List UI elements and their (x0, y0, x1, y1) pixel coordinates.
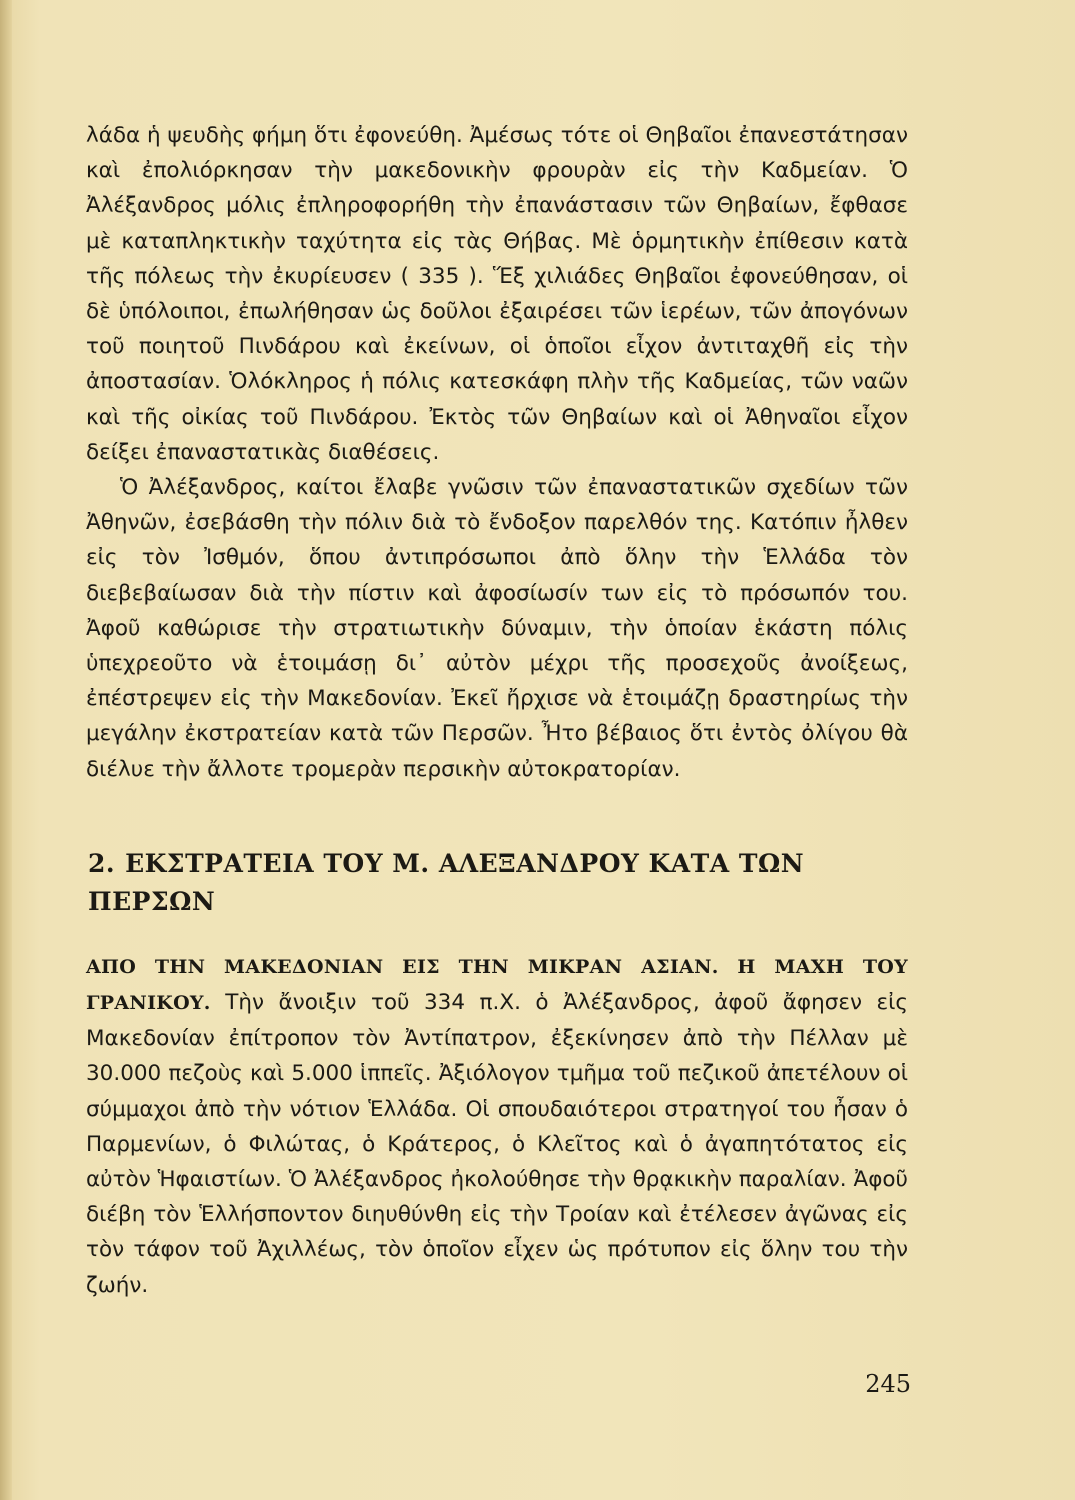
subsection-title: ΑΠΟ ΤΗΝ ΜΑΚΕΔΟΝΙΑΝ ΕΙΣ ΤΗΝ ΜΙΚΡΑΝ ΑΣΙΑΝ. Η ΜΑΧΗ ΤΟΥ ΓΡΑΝΙΚΟΥ. (86, 955, 908, 1015)
section-number: 2. (88, 848, 116, 878)
page-content (86, 118, 908, 1303)
section-title: ΕΚΣΤΡΑΤΕΙΑ ΤΟΥ Μ. ΑΛΕΞΑΝΔΡΟΥ ΚΑΤΑ ΤΩΝ ΠΕΡΣΩΝ (88, 848, 805, 916)
page-number: 245 (865, 1370, 911, 1398)
page-edge (0, 0, 12, 1500)
subsection-text: Τὴν ἄνοιξιν τοῦ 334 π.Χ. ὁ Ἀλέξανδρος, ἀφοῦ ἄφησεν εἰς Μακεδονίαν ἐπίτροπον τὸν Ἀντίπατρον, ἐξεκίνησεν ἀπὸ τὴν Πέλλαν μὲ 30.000 πεζοὺς καὶ 5.000 ἱππεῖς. Ἀξιόλογον τμῆμα τοῦ πεζικοῦ ἀπετέλουν οἱ σύμμαχοι ἀπὸ τὴν νότιον Ἑλλάδα. Οἱ σπουδαιότεροι στρατηγοί του ἦσαν ὁ Παρμενίων, ὁ Φιλώτας, ὁ Κράτερος, ὁ Κλεῖτος καὶ ὁ ἀγαπητότατος εἰς αὐτὸν Ἡφαιστίων. Ὁ Ἀλέξανδρος ἠκολούθησε τὴν θρᾳκικὴν παραλίαν. Ἀφοῦ διέβη τὸν Ἑλλήσποντον διηυθύνθη εἰς τὴν Τροίαν καὶ ἐτέλεσεν ἀγῶνας εἰς τὸν τάφον τοῦ Ἀχιλλέως, τὸν ὁποῖον εἶχεν ὡς πρότυπον εἰς ὅλην του τὴν ζωήν. (86, 990, 908, 1298)
subsection-paragraph (86, 949, 908, 1303)
section-heading (86, 845, 908, 921)
paragraph-alexander-athens: Ὁ Ἀλέξανδρος, καίτοι ἔλαβε γνῶσιν τῶν ἐπαναστατικῶν σχεδίων τῶν Ἀθηνῶν, ἐσεβάσθη τὴν πόλιν διὰ τὸ ἔνδοξον παρελθόν της. Κατόπιν ἦλθεν εἰς τὸν Ἰσθμόν, ὅπου ἀντιπρόσωποι ἀπὸ ὅλην τὴν Ἑλλάδα τὸν διεβεβαίωσαν διὰ τὴν πίστιν καὶ ἀφοσίωσίν των εἰς τὸ πρόσωπόν του. Ἀφοῦ καθώρισε τὴν στρατιωτικὴν δύναμιν, τὴν ὁποίαν ἑκάστη πόλις ὑπεχρεοῦτο νὰ ἑτοιμάσῃ δι᾽ αὐτὸν μέχρι τῆς προσεχοῦς ἀνοίξεως, ἐπέστρεψεν εἰς τὴν Μακεδονίαν. Ἐκεῖ ἤρχισε νὰ ἑτοιμάζῃ δραστηρίως τὴν μεγάλην ἐκστρατείαν κατὰ τῶν Περσῶν. Ἦτο βέβαιος ὅτι ἐντὸς ὀλίγου θὰ διέλυε τὴν ἄλλοτε τρομερὰν περσικὴν αὐτοκρατορίαν. (86, 475, 908, 782)
paragraph-continuation: λάδα ἡ ψευδὴς φήμη ὅτι ἐφονεύθη. Ἀμέσως τότε οἱ Θηβαῖοι ἐπανεστάτησαν καὶ ἐπολιόρκησαν τὴν μακεδονικὴν φρουρὰν εἰς τὴν Καδμείαν. Ὁ Ἀλέξανδρος μόλις ἐπληροφορήθη τὴν ἐπανάστασιν τῶν Θηβαίων, ἔφθασε μὲ καταπληκτικὴν ταχύτητα εἰς τὰς Θήβας. Μὲ ὁρμητικὴν ἐπίθεσιν κατὰ τῆς πόλεως τὴν ἐκυρίευσεν ( 335 ). Ἕξ χιλιάδες Θηβαῖοι ἐφονεύθησαν, οἱ δὲ ὑπόλοιποι, ἐπωλήθησαν ὡς δοῦλοι ἐξαιρέσει τῶν ἱερέων, τῶν ἀπογόνων τοῦ ποιητοῦ Πινδάρου καὶ ἐκείνων, οἱ ὁποῖοι εἶχον ἀντιταχθῆ εἰς τὴν ἀποστασίαν. Ὁλόκληρος ἡ πόλις κατεσκάφη πλὴν τῆς Καδμείας, τῶν ναῶν καὶ τῆς οἰκίας τοῦ Πινδάρου. Ἐκτὸς τῶν Θηβαίων καὶ οἱ Ἀθηναῖοι εἶχον δείξει ἐπαναστατικὰς διαθέσεις. (86, 123, 908, 465)
